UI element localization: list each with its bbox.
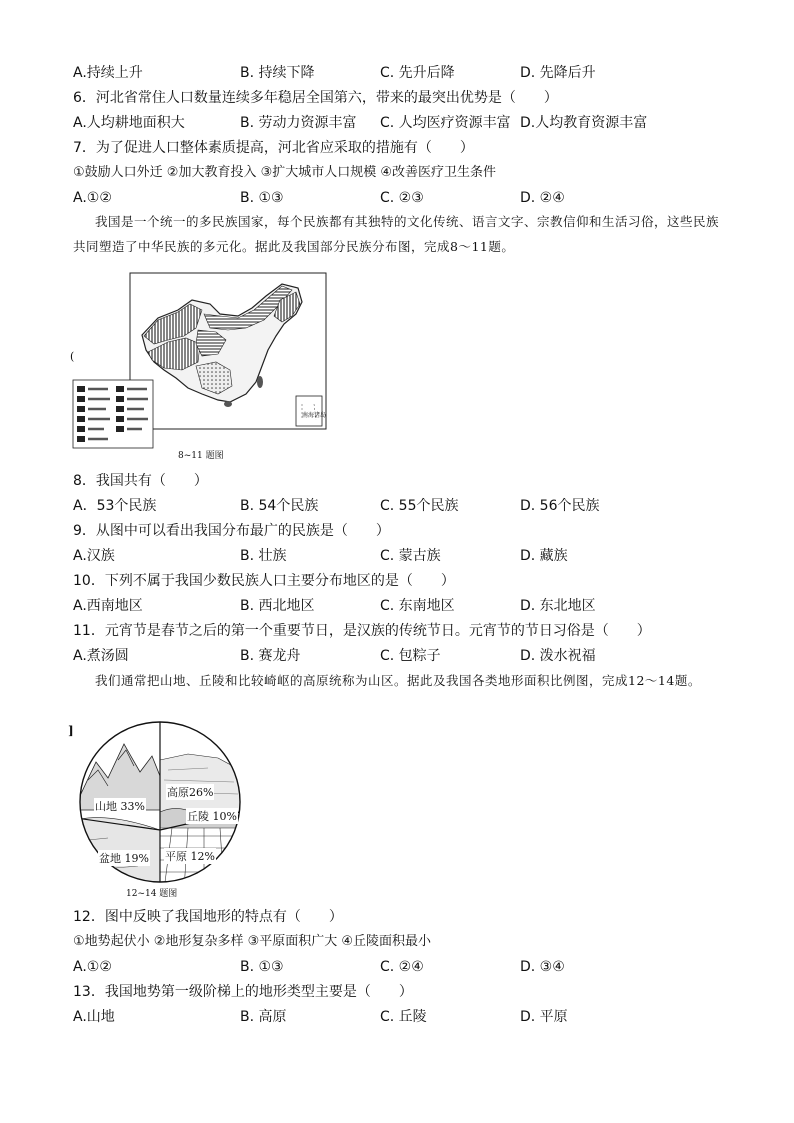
q7-option-b: B. ①③ [240, 190, 284, 206]
q12-option-b: B. ①③ [240, 959, 284, 975]
q6-option-a: A.人均耕地面积大 [73, 115, 185, 131]
ethnic-map-illustration [70, 270, 330, 462]
hill-label: 丘陵 10% [187, 810, 237, 823]
q10-option-a: A.西南地区 [73, 598, 143, 614]
ethnic-distribution-map-figure [70, 270, 330, 462]
q8-option-a: A．53个民族 [73, 498, 157, 514]
q11-option-d: D. 泼水祝福 [520, 648, 596, 664]
plateau-label: 高原26% [167, 786, 214, 799]
mountain-label: 山地 33% [95, 800, 145, 813]
q8-stem: 8．我国共有（ ） [73, 473, 208, 489]
south-china-sea-label: 南海诸岛 [302, 412, 327, 419]
intro-ethnic-groups: 我国是一个统一的多民族国家，每个民族都有其独特的文化传统、语言文字、宗教信仰和生活习俗，这些民族共同塑造了中华民族的多元化。据此及我国部分民族分布图，完成8～11题。 [73, 214, 720, 254]
q12-option-c: C. ②④ [380, 959, 424, 975]
q11-option-b: B. 赛龙舟 [240, 648, 301, 664]
terrain-left-mark: ] [68, 724, 74, 738]
terrain-proportion-figure [68, 720, 248, 902]
q9-option-c: C. 蒙古族 [380, 548, 441, 564]
q6-option-c: C. 人均医疗资源丰富 [380, 115, 511, 131]
q6-option-d: D.人均教育资源丰富 [520, 115, 648, 131]
q10-stem: 10．下列不属于我国少数民族人口主要分布地区的是（ ） [73, 573, 455, 589]
q9-option-b: B. 壮族 [240, 548, 287, 564]
q6-option-b: B. 劳动力资源丰富 [240, 115, 357, 131]
q11-option-c: C. 包粽子 [380, 648, 441, 664]
q11-stem: 11．元宵节是春节之后的第一个重要节日，是汉族的传统节日。元宵节的节日习俗是（ ） [73, 623, 651, 639]
q10-option-d: D. 东北地区 [520, 598, 596, 614]
q12-choices: ①地势起伏小 ②地形复杂多样 ③平原面积广大 ④丘陵面积最小 [73, 934, 432, 949]
q5-option-a: A.持续上升 [73, 65, 143, 81]
q12-option-a: A.①② [73, 959, 112, 975]
q9-option-a: A.汉族 [73, 548, 115, 564]
q6-stem: 6．河北省常住人口数量连续多年稳居全国第六，带来的最突出优势是（ ） [73, 90, 558, 106]
terrain-caption: 12~14 题图 [126, 889, 178, 899]
q8-option-b: B. 54个民族 [240, 498, 319, 514]
q11-option-a: A.煮汤圆 [73, 648, 129, 664]
q5-option-c: C. 先升后降 [380, 65, 455, 81]
q7-option-c: C. ②③ [380, 190, 424, 206]
map-left-mark: ( [70, 350, 75, 363]
q8-option-c: C. 55个民族 [380, 498, 459, 514]
q10-option-b: B. 西北地区 [240, 598, 315, 614]
q13-option-a: A.山地 [73, 1009, 115, 1025]
q5-option-b: B. 持续下降 [240, 65, 315, 81]
q12-option-d: D. ③④ [520, 959, 565, 975]
q12-stem: 12．图中反映了我国地形的特点有（ ） [73, 909, 343, 925]
q10-option-c: C. 东南地区 [380, 598, 455, 614]
map-caption: 8~11 题图 [178, 451, 224, 461]
q5-option-d: D. 先降后升 [520, 65, 596, 81]
q13-option-d: D. 平原 [520, 1009, 568, 1025]
q8-option-d: D. 56个民族 [520, 498, 600, 514]
q13-option-c: C. 丘陵 [380, 1009, 427, 1025]
q7-option-a: A.①② [73, 190, 112, 206]
q9-stem: 9．从图中可以看出我国分布最广的民族是（ ） [73, 523, 390, 539]
q13-stem: 13．我国地势第一级阶梯上的地形类型主要是（ ） [73, 984, 413, 1000]
q13-option-b: B. 高原 [240, 1009, 287, 1025]
q7-choices: ①鼓励人口外迁 ②加大教育投入 ③扩大城市人口规模 ④改善医疗卫生条件 [73, 165, 497, 180]
q7-option-d: D. ②④ [520, 190, 565, 206]
q9-option-d: D. 藏族 [520, 548, 568, 564]
q7-stem: 7．为了促进人口整体素质提高，河北省应采取的措施有（ ） [73, 140, 474, 156]
plain-label: 平原 12% [165, 850, 215, 863]
basin-label: 盆地 19% [99, 852, 149, 865]
intro-terrain: 我们通常把山地、丘陵和比较崎岖的高原统称为山区。据此及我国各类地形面积比例图，完成12～14题。 [95, 673, 701, 688]
